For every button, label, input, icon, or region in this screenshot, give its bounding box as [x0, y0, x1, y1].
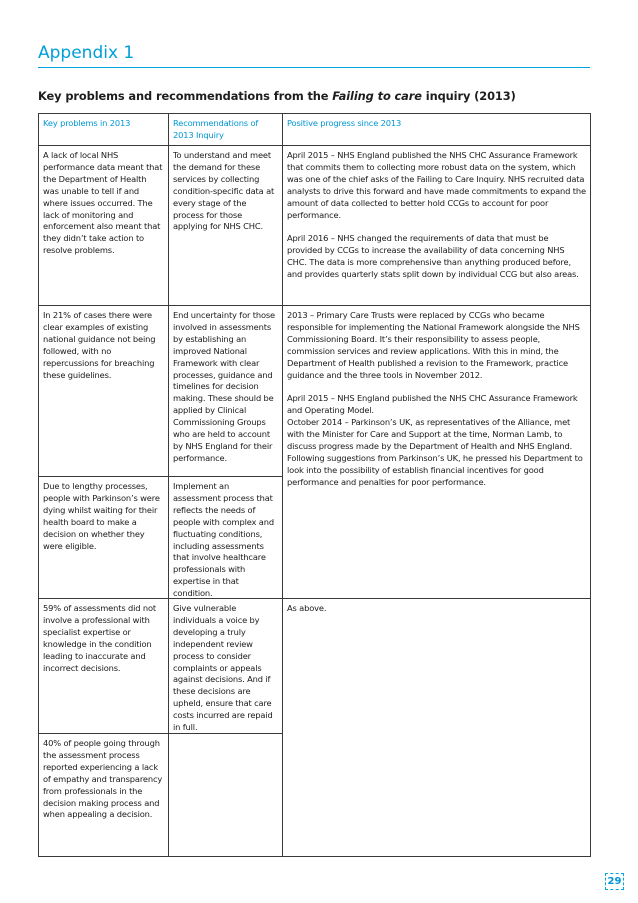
- appendix-title: Appendix 1: [38, 43, 135, 63]
- merged-progress-para-1: 2013 – Primary Care Trusts were replaced by CCGs who became responsible for implementing the National Framework alongside the NHS Commissioning Board. It’s their responsibility to assess people, commission services and review applications. With this in mind, the Department of Health published a revision to the Framework, practice guidance and the three tools in November 2012.: [287, 310, 580, 380]
- title-divider: [38, 67, 590, 68]
- table-title-emphasis: Failing to care: [332, 89, 422, 103]
- rows2-3-progress: [282, 305, 591, 599]
- row4-problem: 59% of assessments did not involve a professional with specialist expertise or knowledge in the condition leading to inaccurate and incorrect decisions.: [38, 598, 169, 734]
- row1-recommendation: To understand and meet the demand for these services by collecting condition-specific data at every stage of the process for those applying for NHS CHC.: [168, 145, 283, 306]
- header-recommendations: Recommendations of 2013 Inquiry: [168, 113, 283, 146]
- row5-recommendation: [168, 733, 283, 857]
- row1-progress: [282, 145, 591, 306]
- row5-problem: 40% of people going through the assessment process reported experiencing a lack of empathy and transparency from professionals in the decision making process and when appealing a decision.: [38, 733, 169, 857]
- header-progress: Positive progress since 2013: [282, 113, 591, 146]
- row4-recommendation: Give vulnerable individuals a voice by developing a truly independent review process to consider complaints or appeals against decisions. And if these decisions are upheld, ensure that care costs incurred are repaid in full.: [168, 598, 283, 734]
- table-title-suffix: inquiry (2013): [421, 89, 516, 103]
- row1-problem: A lack of local NHS performance data meant that the Department of Health was unable to tell if and where issues occurred. The lack of monitoring and enforcement also meant that they didn’t take action to resolve problems.: [38, 145, 169, 306]
- rows4-5-progress: [282, 598, 591, 857]
- row2-recommendation: End uncertainty for those involved in assessments by establishing an improved National Framework with clear processes, guidance and timelines for decision making. These should be applied by Clinical Commissioning Groups who are held to account by NHS England for their performance.: [168, 305, 283, 477]
- row4-progress-para: As above.: [287, 603, 327, 613]
- merged-progress-para-2: April 2015 – NHS England published the NHS CHC Assurance Framework and Operating Model.: [287, 393, 578, 416]
- row1-progress-para-1: April 2015 – NHS England published the NHS CHC Assurance Framework that commits them to collecting more robust data on the system, which was one of the chief asks of the Failing to Care Inquiry. NHS recruited data analysts to drive this forward and have made commitments to expand the amount of data collected to better hold CCGs to account for poor performance.: [287, 150, 586, 220]
- table-title-prefix: Key problems and recommendations from the: [38, 89, 333, 103]
- row1-progress-para-2: April 2016 – NHS changed the requirements of data that must be provided by CCGs to increase the availability of data concerning NHS CHC. The data is more comprehensive than anything produced before, and provides quarterly stats split down by individual CCG but also areas.: [287, 233, 579, 280]
- row3-recommendation: Implement an assessment process that reflects the needs of people with complex and fluctuating conditions, including assessments that involve healthcare professionals with expertise in that condition.: [168, 476, 283, 599]
- row3-problem: Due to lengthy processes, people with Parkinson’s were dying whilst waiting for their health board to make a decision on whether they were eligible.: [38, 476, 169, 599]
- merged-progress-para-3: October 2014 – Parkinson’s UK, as representatives of the Alliance, met with the Minister for Care and Support at the time, Norman Lamb, to discuss progress made by the Department of Health and NHS England. Following suggestions from Parkinson’s UK, he pressed his Department to look into the possibility of establish financial incentives for good performance and penalties for poor performance.: [287, 417, 583, 487]
- table-title: [38, 89, 516, 103]
- header-key-problems: Key problems in 2013: [38, 113, 169, 146]
- row2-problem: In 21% of cases there were clear examples of existing national guidance not being followed, with no repercussions for breaching these guidelines.: [38, 305, 169, 477]
- page-number: 29: [605, 873, 624, 890]
